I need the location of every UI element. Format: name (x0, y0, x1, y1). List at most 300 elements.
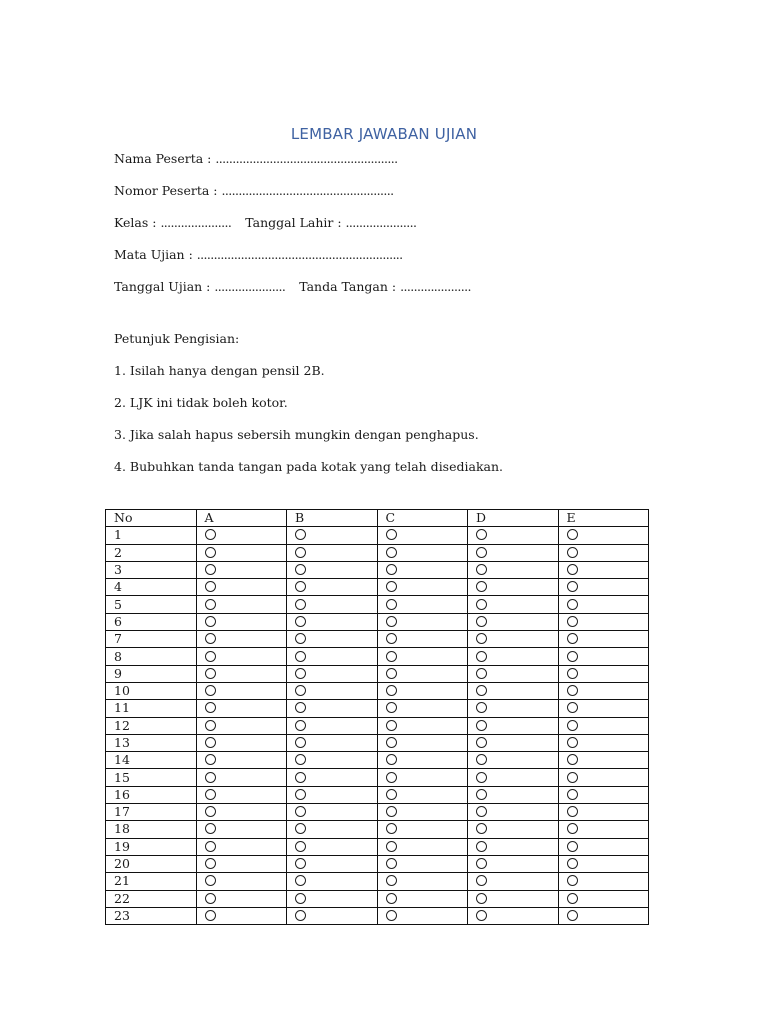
answer-bubble-b[interactable] (295, 841, 306, 852)
answer-bubble-c[interactable] (386, 633, 397, 644)
tanggal-ujian-label: Tanggal Ujian : (114, 279, 211, 294)
row-number: 3 (106, 561, 197, 578)
answer-cell-e (558, 734, 649, 751)
answer-bubble-b[interactable] (295, 599, 306, 610)
answer-cell-d (468, 855, 559, 872)
table-row (106, 596, 649, 613)
answer-cell-d (468, 544, 559, 561)
answer-bubble-a[interactable] (205, 702, 216, 713)
answer-cell-b (287, 786, 378, 803)
table-row (106, 700, 649, 717)
answer-cell-a (196, 527, 287, 544)
kelas-label: Kelas : (114, 215, 157, 230)
answer-cell-d (468, 769, 559, 786)
table-row (106, 890, 649, 907)
answer-cell-a (196, 855, 287, 872)
answer-cell-a (196, 734, 287, 751)
answer-cell-b (287, 804, 378, 821)
answer-cell-c (377, 544, 468, 561)
answer-cell-d (468, 804, 559, 821)
answer-cell-e (558, 665, 649, 682)
answer-cell-a (196, 752, 287, 769)
nomor-peserta-field (114, 183, 394, 198)
answer-bubble-e[interactable] (567, 841, 578, 852)
answer-cell-c (377, 527, 468, 544)
answer-cell-a (196, 700, 287, 717)
page-title: LEMBAR JAWABAN UJIAN (290, 125, 478, 143)
answer-bubble-d[interactable] (476, 737, 487, 748)
answer-bubble-d[interactable] (476, 806, 487, 817)
answer-bubble-a[interactable] (205, 772, 216, 783)
mata-ujian-field (114, 247, 403, 262)
answer-cell-e (558, 804, 649, 821)
header-a: A (196, 510, 287, 527)
answer-bubble-c[interactable] (386, 789, 397, 800)
answer-cell-c (377, 804, 468, 821)
answer-bubble-e[interactable] (567, 893, 578, 904)
answer-bubble-d[interactable] (476, 651, 487, 662)
kelas-lahir-row (114, 215, 416, 230)
instruction-item: 4. Bubuhkan tanda tangan pada kotak yang telah disediakan. (114, 459, 504, 474)
answer-cell-e (558, 527, 649, 544)
answer-cell-b (287, 838, 378, 855)
answer-cell-c (377, 648, 468, 665)
answer-cell-c (377, 613, 468, 630)
answer-bubble-c[interactable] (386, 702, 397, 713)
answer-bubble-c[interactable] (386, 668, 397, 679)
table-row (106, 561, 649, 578)
answer-cell-c (377, 734, 468, 751)
row-number: 15 (106, 769, 197, 786)
answer-cell-b (287, 821, 378, 838)
answer-bubble-e[interactable] (567, 875, 578, 886)
answer-bubble-a[interactable] (205, 685, 216, 696)
answer-cell-b (287, 682, 378, 699)
answer-bubble-b[interactable] (295, 806, 306, 817)
row-number: 9 (106, 665, 197, 682)
answer-bubble-e[interactable] (567, 633, 578, 644)
answer-bubble-a[interactable] (205, 651, 216, 662)
table-row (106, 855, 649, 872)
answer-bubble-e[interactable] (567, 754, 578, 765)
answer-bubble-a[interactable] (205, 668, 216, 679)
answer-cell-c (377, 752, 468, 769)
answer-bubble-c[interactable] (386, 910, 397, 921)
answer-cell-b (287, 648, 378, 665)
answer-bubble-c[interactable] (386, 754, 397, 765)
answer-cell-e (558, 786, 649, 803)
answer-cell-d (468, 838, 559, 855)
answer-bubble-b[interactable] (295, 910, 306, 921)
answer-cell-a (196, 682, 287, 699)
row-number: 10 (106, 682, 197, 699)
table-row (106, 613, 649, 630)
answer-bubble-a[interactable] (205, 823, 216, 834)
answer-cell-b (287, 700, 378, 717)
instruction-item: 1. Isilah hanya dengan pensil 2B. (114, 363, 325, 378)
table-row (106, 631, 649, 648)
answer-cell-a (196, 648, 287, 665)
answer-cell-a (196, 873, 287, 890)
tanggal-lahir-dots: ..................... (345, 215, 417, 230)
answer-cell-b (287, 613, 378, 630)
row-number: 11 (106, 700, 197, 717)
answer-cell-e (558, 873, 649, 890)
answer-bubble-b[interactable] (295, 720, 306, 731)
answer-cell-c (377, 700, 468, 717)
answer-cell-a (196, 786, 287, 803)
answer-cell-b (287, 717, 378, 734)
answer-cell-a (196, 717, 287, 734)
answer-bubble-e[interactable] (567, 599, 578, 610)
answer-bubble-d[interactable] (476, 547, 487, 558)
answer-cell-d (468, 561, 559, 578)
answer-cell-c (377, 579, 468, 596)
answer-bubble-c[interactable] (386, 737, 397, 748)
answer-cell-a (196, 665, 287, 682)
answer-bubble-b[interactable] (295, 893, 306, 904)
row-number: 17 (106, 804, 197, 821)
nama-peserta-field (114, 151, 398, 166)
answer-bubble-c[interactable] (386, 893, 397, 904)
table-row (106, 717, 649, 734)
answer-bubble-e[interactable] (567, 702, 578, 713)
answer-cell-a (196, 561, 287, 578)
answer-bubble-b[interactable] (295, 772, 306, 783)
answer-cell-b (287, 873, 378, 890)
answer-bubble-a[interactable] (205, 599, 216, 610)
answer-bubble-b[interactable] (295, 737, 306, 748)
answer-bubble-d[interactable] (476, 823, 487, 834)
answer-bubble-b[interactable] (295, 651, 306, 662)
answer-cell-d (468, 665, 559, 682)
answer-bubble-c[interactable] (386, 564, 397, 575)
answer-cell-a (196, 544, 287, 561)
row-number: 21 (106, 873, 197, 890)
answer-bubble-d[interactable] (476, 875, 487, 886)
row-number: 7 (106, 631, 197, 648)
row-number: 20 (106, 855, 197, 872)
answer-cell-a (196, 631, 287, 648)
table-row (106, 804, 649, 821)
answer-bubble-e[interactable] (567, 823, 578, 834)
answer-bubble-e[interactable] (567, 910, 578, 921)
answer-cell-c (377, 821, 468, 838)
answer-bubble-d[interactable] (476, 633, 487, 644)
row-number: 22 (106, 890, 197, 907)
answer-table (105, 509, 649, 925)
table-row (106, 527, 649, 544)
table-row (106, 682, 649, 699)
answer-cell-e (558, 717, 649, 734)
answer-cell-e (558, 752, 649, 769)
answer-cell-d (468, 890, 559, 907)
answer-cell-a (196, 769, 287, 786)
row-number: 6 (106, 613, 197, 630)
answer-cell-c (377, 631, 468, 648)
answer-cell-a (196, 838, 287, 855)
table-row (106, 907, 649, 924)
answer-cell-d (468, 734, 559, 751)
tanggal-ujian-dots: ..................... (214, 279, 286, 294)
header-c: C (377, 510, 468, 527)
answer-cell-d (468, 648, 559, 665)
row-number: 13 (106, 734, 197, 751)
answer-bubble-d[interactable] (476, 858, 487, 869)
answer-bubble-c[interactable] (386, 581, 397, 592)
answer-bubble-d[interactable] (476, 772, 487, 783)
row-number: 8 (106, 648, 197, 665)
answer-bubble-a[interactable] (205, 789, 216, 800)
row-number: 16 (106, 786, 197, 803)
answer-bubble-c[interactable] (386, 806, 397, 817)
answer-cell-c (377, 786, 468, 803)
answer-bubble-d[interactable] (476, 720, 487, 731)
answer-bubble-b[interactable] (295, 616, 306, 627)
table-row (106, 769, 649, 786)
answer-bubble-d[interactable] (476, 599, 487, 610)
answer-bubble-e[interactable] (567, 858, 578, 869)
answer-cell-b (287, 752, 378, 769)
answer-bubble-c[interactable] (386, 651, 397, 662)
tanggal-ujian-row (114, 279, 471, 294)
answer-bubble-e[interactable] (567, 737, 578, 748)
answer-cell-b (287, 855, 378, 872)
table-row (106, 579, 649, 596)
answer-bubble-d[interactable] (476, 616, 487, 627)
answer-cell-d (468, 579, 559, 596)
answer-cell-d (468, 821, 559, 838)
answer-bubble-a[interactable] (205, 875, 216, 886)
instruction-item: 2. LJK ini tidak boleh kotor. (114, 395, 288, 410)
answer-cell-d (468, 682, 559, 699)
answer-bubble-b[interactable] (295, 529, 306, 540)
answer-bubble-d[interactable] (476, 564, 487, 575)
answer-cell-a (196, 821, 287, 838)
table-row (106, 752, 649, 769)
mata-ujian-label: Mata Ujian : (114, 247, 193, 262)
answer-bubble-e[interactable] (567, 720, 578, 731)
answer-cell-c (377, 596, 468, 613)
answer-bubble-a[interactable] (205, 858, 216, 869)
answer-cell-d (468, 786, 559, 803)
answer-bubble-b[interactable] (295, 823, 306, 834)
answer-cell-b (287, 544, 378, 561)
table-row (106, 873, 649, 890)
answer-bubble-b[interactable] (295, 754, 306, 765)
answer-cell-c (377, 855, 468, 872)
answer-bubble-a[interactable] (205, 754, 216, 765)
row-number: 4 (106, 579, 197, 596)
row-number: 23 (106, 907, 197, 924)
row-number: 2 (106, 544, 197, 561)
answer-cell-e (558, 579, 649, 596)
answer-bubble-b[interactable] (295, 789, 306, 800)
row-number: 5 (106, 596, 197, 613)
answer-cell-a (196, 907, 287, 924)
answer-bubble-c[interactable] (386, 599, 397, 610)
answer-bubble-c[interactable] (386, 823, 397, 834)
answer-bubble-b[interactable] (295, 581, 306, 592)
answer-cell-e (558, 821, 649, 838)
answer-cell-a (196, 890, 287, 907)
answer-cell-e (558, 890, 649, 907)
answer-bubble-d[interactable] (476, 529, 487, 540)
answer-bubble-b[interactable] (295, 547, 306, 558)
table-row (106, 544, 649, 561)
answer-bubble-c[interactable] (386, 772, 397, 783)
answer-bubble-d[interactable] (476, 841, 487, 852)
answer-bubble-e[interactable] (567, 529, 578, 540)
row-number: 1 (106, 527, 197, 544)
nama-peserta-dots: ...................................................... (215, 151, 398, 166)
answer-cell-e (558, 682, 649, 699)
answer-bubble-b[interactable] (295, 858, 306, 869)
answer-bubble-d[interactable] (476, 893, 487, 904)
header-d: D (468, 510, 559, 527)
instructions-heading: Petunjuk Pengisian: (114, 331, 240, 346)
answer-bubble-a[interactable] (205, 547, 216, 558)
table-row (106, 648, 649, 665)
answer-cell-c (377, 890, 468, 907)
table-row (106, 665, 649, 682)
answer-cell-b (287, 907, 378, 924)
table-row (106, 838, 649, 855)
answer-cell-b (287, 561, 378, 578)
kelas-dots: ..................... (160, 215, 232, 230)
answer-cell-e (558, 561, 649, 578)
answer-bubble-c[interactable] (386, 685, 397, 696)
instruction-item: 3. Jika salah hapus sebersih mungkin dengan penghapus. (114, 427, 479, 442)
table-row (106, 786, 649, 803)
answer-bubble-a[interactable] (205, 910, 216, 921)
answer-cell-c (377, 682, 468, 699)
answer-bubble-a[interactable] (205, 616, 216, 627)
row-number: 14 (106, 752, 197, 769)
answer-cell-d (468, 596, 559, 613)
answer-cell-d (468, 873, 559, 890)
answer-bubble-d[interactable] (476, 910, 487, 921)
answer-cell-e (558, 907, 649, 924)
answer-bubble-c[interactable] (386, 858, 397, 869)
answer-bubble-b[interactable] (295, 668, 306, 679)
answer-cell-e (558, 855, 649, 872)
answer-cell-a (196, 613, 287, 630)
answer-bubble-a[interactable] (205, 633, 216, 644)
nama-peserta-label: Nama Peserta : (114, 151, 212, 166)
answer-cell-b (287, 579, 378, 596)
answer-bubble-e[interactable] (567, 651, 578, 662)
answer-bubble-e[interactable] (567, 547, 578, 558)
answer-bubble-c[interactable] (386, 529, 397, 540)
nomor-peserta-dots: ................................................... (221, 183, 394, 198)
answer-bubble-e[interactable] (567, 789, 578, 800)
answer-bubble-a[interactable] (205, 720, 216, 731)
row-number: 19 (106, 838, 197, 855)
answer-bubble-b[interactable] (295, 875, 306, 886)
answer-bubble-c[interactable] (386, 720, 397, 731)
answer-cell-c (377, 561, 468, 578)
answer-bubble-c[interactable] (386, 616, 397, 627)
answer-cell-b (287, 527, 378, 544)
answer-cell-b (287, 665, 378, 682)
answer-bubble-b[interactable] (295, 702, 306, 713)
answer-cell-d (468, 717, 559, 734)
answer-cell-e (558, 544, 649, 561)
answer-cell-b (287, 631, 378, 648)
answer-bubble-c[interactable] (386, 875, 397, 886)
answer-cell-d (468, 700, 559, 717)
answer-bubble-a[interactable] (205, 581, 216, 592)
answer-bubble-d[interactable] (476, 581, 487, 592)
answer-bubble-e[interactable] (567, 668, 578, 679)
answer-bubble-d[interactable] (476, 789, 487, 800)
nomor-peserta-label: Nomor Peserta : (114, 183, 218, 198)
mata-ujian-dots: ............................................................. (196, 247, 403, 262)
answer-bubble-a[interactable] (205, 893, 216, 904)
answer-cell-a (196, 579, 287, 596)
row-number: 18 (106, 821, 197, 838)
answer-cell-b (287, 734, 378, 751)
table-row (106, 821, 649, 838)
answer-cell-d (468, 907, 559, 924)
answer-cell-c (377, 665, 468, 682)
answer-bubble-e[interactable] (567, 806, 578, 817)
answer-cell-d (468, 631, 559, 648)
answer-bubble-b[interactable] (295, 633, 306, 644)
tanda-tangan-dots: ..................... (400, 279, 471, 294)
answer-cell-e (558, 631, 649, 648)
answer-bubble-c[interactable] (386, 841, 397, 852)
answer-bubble-a[interactable] (205, 529, 216, 540)
answer-bubble-d[interactable] (476, 754, 487, 765)
answer-cell-c (377, 873, 468, 890)
answer-bubble-d[interactable] (476, 702, 487, 713)
answer-cell-c (377, 769, 468, 786)
answer-bubble-e[interactable] (567, 616, 578, 627)
answer-cell-c (377, 907, 468, 924)
header-b: B (287, 510, 378, 527)
answer-bubble-b[interactable] (295, 685, 306, 696)
tanggal-lahir-label: Tanggal Lahir : (245, 215, 342, 230)
answer-bubble-a[interactable] (205, 564, 216, 575)
row-number: 12 (106, 717, 197, 734)
answer-bubble-e[interactable] (567, 772, 578, 783)
answer-bubble-e[interactable] (567, 685, 578, 696)
answer-bubble-a[interactable] (205, 806, 216, 817)
header-e: E (558, 510, 649, 527)
answer-bubble-d[interactable] (476, 668, 487, 679)
answer-cell-b (287, 890, 378, 907)
answer-cell-e (558, 648, 649, 665)
answer-bubble-d[interactable] (476, 685, 487, 696)
answer-cell-a (196, 804, 287, 821)
answer-bubble-a[interactable] (205, 737, 216, 748)
answer-bubble-a[interactable] (205, 841, 216, 852)
answer-bubble-c[interactable] (386, 547, 397, 558)
answer-bubble-b[interactable] (295, 564, 306, 575)
answer-cell-d (468, 613, 559, 630)
table-header-row (106, 510, 649, 527)
answer-cell-d (468, 527, 559, 544)
answer-bubble-e[interactable] (567, 564, 578, 575)
answer-cell-e (558, 700, 649, 717)
answer-bubble-e[interactable] (567, 581, 578, 592)
answer-cell-e (558, 596, 649, 613)
table-row (106, 734, 649, 751)
answer-cell-e (558, 838, 649, 855)
header-no: No (106, 510, 197, 527)
